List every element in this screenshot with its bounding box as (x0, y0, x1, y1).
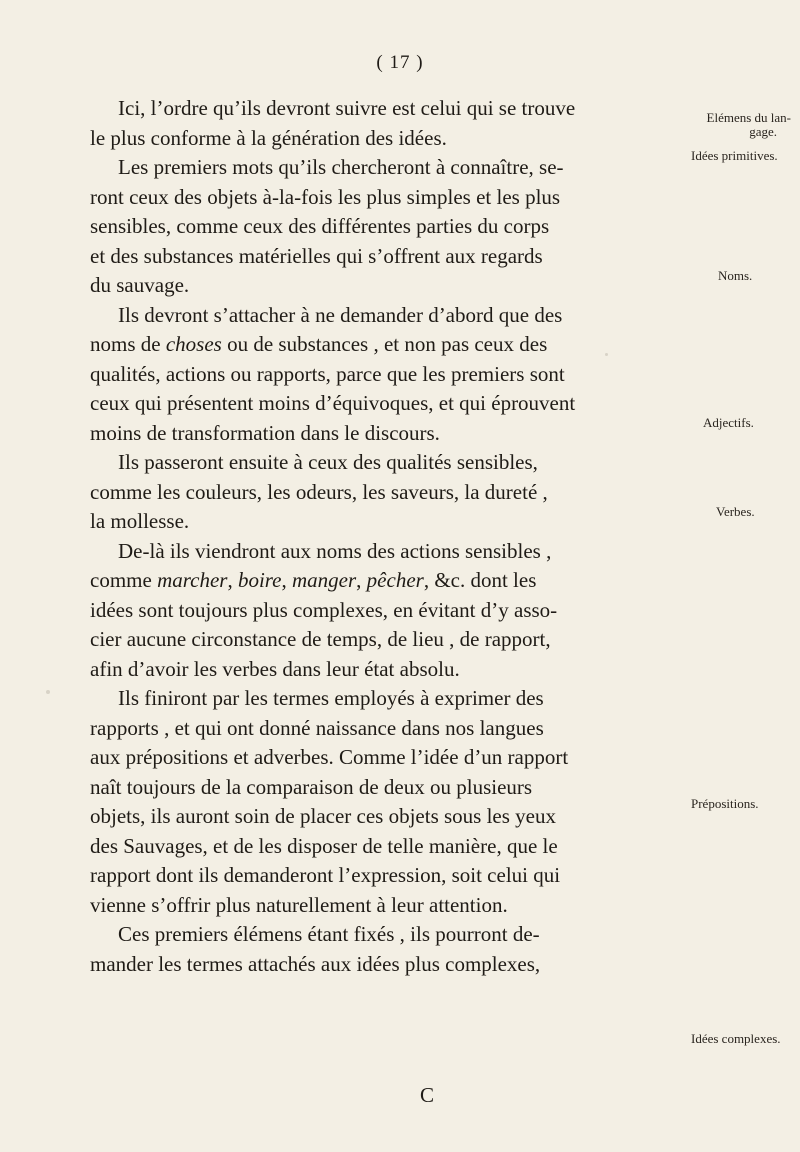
text-run: aux prépositions et adverbes. Comme l’idée d’un rapport (90, 745, 569, 769)
margin-note-line: Noms. (718, 269, 753, 283)
text-run: mander les termes attachés aux idées plus complexes, (90, 951, 541, 976)
text-line (90, 389, 678, 419)
paragraph (90, 94, 678, 153)
text-line (90, 891, 678, 921)
text-line (90, 743, 678, 773)
margin-note-adjectifs (703, 416, 800, 430)
text-run: ront ceux des objets à-la-fois les plus simples et les plus (90, 184, 561, 209)
text-line (90, 124, 678, 154)
text-line (90, 271, 678, 301)
body-text (90, 94, 678, 979)
text-run: sensibles, comme ceux des différentes parties du corps (90, 214, 550, 238)
text-run: naît toujours de la comparaison de deux ou plusieurs (90, 774, 533, 799)
margin-note-line: Idées primitives. (691, 149, 778, 163)
text-line (90, 950, 678, 980)
text-line (90, 655, 678, 685)
italic-word: manger (292, 568, 357, 592)
margin-note-elemens-du-langage (691, 111, 791, 139)
text-run: qualités, actions ou rapports, parce que les premiers sont (90, 361, 565, 386)
margin-note-noms (718, 269, 800, 283)
text-run: afin d’avoir les verbes dans leur état absolu. (90, 656, 460, 681)
text-line (90, 94, 678, 124)
margin-note-line: Prépositions. (691, 797, 759, 811)
italic-word: pêcher (366, 568, 424, 592)
text-line (90, 625, 678, 655)
text-line (90, 773, 678, 803)
text-run: et des substances matérielles qui s’offrent aux regards (90, 243, 543, 268)
text-line (90, 153, 678, 183)
text-run: rapport dont ils demanderont l’expression, soit celui qui (90, 863, 561, 887)
text-run: comme les couleurs, les odeurs, les saveurs, la dureté , (90, 479, 548, 504)
text-run: comme (90, 568, 158, 592)
text-line (90, 478, 678, 508)
text-line (90, 330, 678, 360)
text-line (90, 861, 678, 891)
text-line (90, 507, 678, 537)
text-line (90, 301, 678, 331)
text-run: , &c. dont les (423, 568, 537, 592)
text-run: De-là ils viendront aux noms des actions sensibles , (118, 538, 552, 563)
text-run: Ici, l’ordre qu’ils devront suivre est celui qui se trouve (118, 96, 576, 120)
text-line (90, 714, 678, 744)
margin-note-line: Elémens du lan- (706, 111, 791, 125)
text-run: Les premiers mots qu’ils chercheront à connaître, se- (118, 155, 564, 179)
text-run: le plus conforme à la génération des idées. (90, 125, 447, 150)
text-run: idées sont toujours plus complexes, en évitant d’y asso- (90, 597, 558, 622)
margin-note-line: Verbes. (716, 505, 755, 519)
text-line (90, 832, 678, 862)
text-run: cier aucune circonstance de temps, de lieu , de rapport, (90, 627, 551, 651)
text-line (90, 596, 678, 626)
text-line (90, 212, 678, 242)
margin-note-line: gage. (749, 124, 777, 139)
text-run: vienne s’offrir plus naturellement à leur attention. (90, 892, 508, 917)
text-line (90, 448, 678, 478)
page-number: ( 17 ) (376, 52, 424, 73)
margin-note-line: Adjectifs. (703, 416, 754, 430)
text-line (90, 684, 678, 714)
text-run: noms de (90, 332, 166, 356)
text-line (90, 920, 678, 950)
paragraph (90, 684, 678, 920)
text-run: , (281, 568, 292, 592)
margin-note-prepositions (691, 797, 799, 811)
text-line (90, 242, 678, 272)
margin-note-verbes (716, 505, 800, 519)
paragraph (90, 301, 678, 449)
text-run: , (356, 568, 367, 592)
text-run: moins de transformation dans le discours. (90, 420, 440, 445)
paragraph (90, 153, 678, 301)
text-run: Ces premiers élémens étant fixés , ils pourront de- (118, 922, 540, 946)
text-run: du sauvage. (90, 273, 190, 297)
margin-note-idees-complexes (691, 1032, 799, 1046)
text-run: Ils passeront ensuite à ceux des qualités sensibles, (118, 450, 538, 474)
text-run: rapports , et qui ont donné naissance dans nos langues (90, 715, 544, 740)
text-run: ou de substances , et non pas ceux des (221, 332, 548, 356)
text-line (90, 537, 678, 567)
text-run: des Sauvages, et de les disposer de telle manière, que le (90, 833, 558, 858)
margin-note-line: Idées complexes. (691, 1032, 781, 1046)
text-line (90, 360, 678, 390)
text-run: , (227, 568, 238, 592)
text-run: Ils devront s’attacher à ne demander d’abord que des (118, 302, 563, 327)
italic-word: boire (237, 568, 282, 592)
paragraph (90, 537, 678, 685)
text-run: la mollesse. (90, 509, 190, 533)
paragraph (90, 448, 678, 537)
text-line (90, 183, 678, 213)
text-run: Ils finiront par les termes employés à exprimer des (118, 686, 544, 710)
paper-speck (46, 690, 50, 694)
text-line (90, 419, 678, 449)
signature-mark: C (420, 1083, 435, 1107)
text-line (90, 566, 678, 596)
text-line (90, 802, 678, 832)
paper-speck (605, 353, 608, 356)
paragraph (90, 920, 678, 979)
text-run: objets, ils auront soin de placer ces objets sous les yeux (90, 804, 556, 828)
italic-word: marcher (157, 568, 228, 592)
italic-word: choses (165, 332, 222, 356)
text-run: ceux qui présentent moins d’équivoques, et qui éprouvent (90, 391, 576, 415)
margin-note-idees-primitives (691, 149, 799, 163)
